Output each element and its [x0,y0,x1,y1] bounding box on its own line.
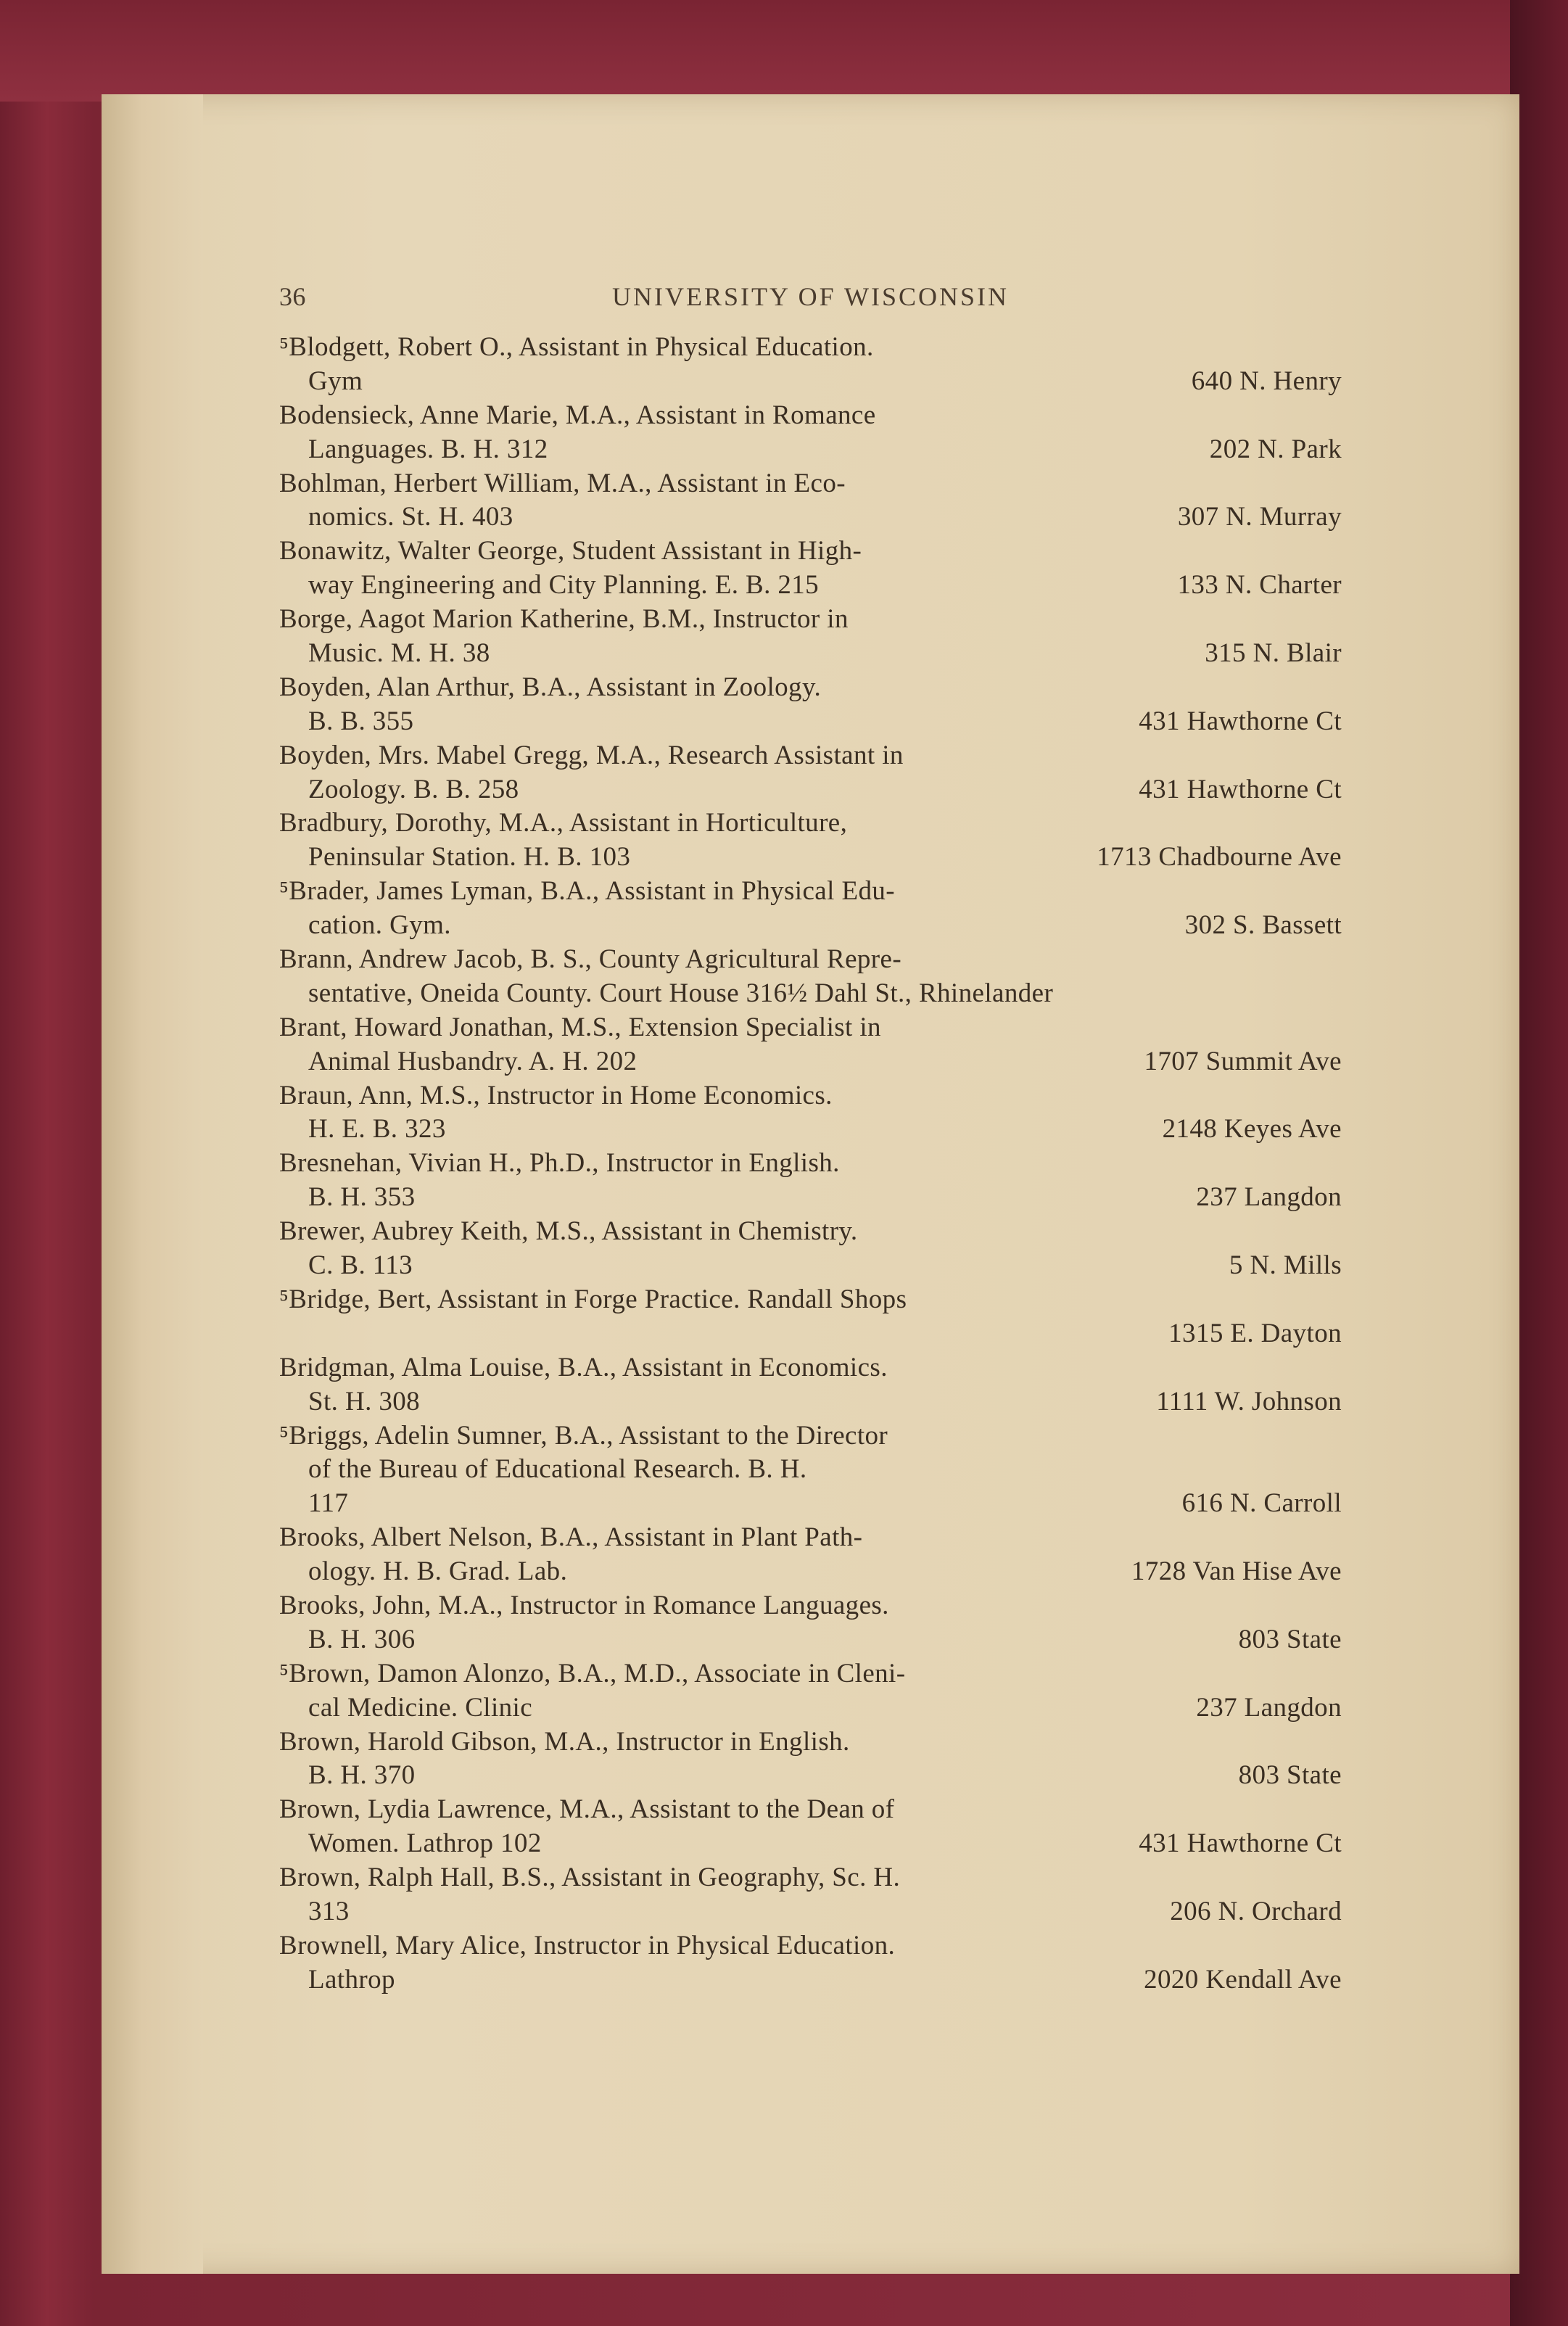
directory-entries [279,331,1342,1997]
entry-address: 431 Hawthorne Ct [1139,1828,1342,1859]
directory-entry [279,1725,1342,1794]
entry-text: C. B. 113 [308,1250,413,1281]
entry-text: Bodensieck, Anne Marie, M.A., Assistant in Romance [279,400,876,430]
entry-name-line [279,399,1342,433]
running-head: UNIVERSITY OF WISCONSIN [611,282,1010,311]
entry-text: way Engineering and City Planning. E. B. 215 [308,570,820,601]
entry-detail-line [279,433,1342,467]
directory-entry [279,1079,1342,1147]
entry-address: 431 Hawthorne Ct [1139,706,1342,736]
entry-name-line [279,1215,1342,1249]
page-gutter [102,94,203,2274]
entry-address: 640 N. Henry [1191,366,1342,396]
entry-detail-line [279,1249,1342,1283]
directory-entry [279,1419,1342,1522]
entry-name-line [279,1589,1342,1623]
entry-text: ⁵Bridge, Bert, Assistant in Forge Practice. Randall Shops [279,1284,907,1314]
directory-entry [279,331,1342,399]
directory-entry [279,467,1342,535]
directory-entry [279,1793,1342,1861]
entry-text: Brownell, Mary Alice, Instructor in Physical Education. [279,1930,896,1960]
entry-name-line [279,331,1342,365]
entry-address: 431 Hawthorne Ct [1139,774,1342,804]
entry-text: cal Medicine. Clinic [308,1692,533,1723]
entry-detail-line [279,705,1342,739]
entry-address: 1315 E. Dayton [1168,1318,1342,1348]
directory-entry [279,1351,1342,1419]
entry-text: Lathrop [308,1964,395,1995]
entry-detail-line [279,773,1342,807]
entry-detail-line [279,841,1342,875]
entry-name-line [279,807,1342,841]
entry-detail-line [279,909,1342,943]
entry-text: Brant, Howard Jonathan, M.S., Extension Specialist in [279,1012,881,1042]
directory-entry [279,603,1342,671]
entry-detail-line [279,1453,1342,1487]
entry-text: Bohlman, Herbert William, M.A., Assistant in Eco- [279,468,846,498]
entry-text: H. E. B. 323 [308,1114,446,1145]
entry-text: Languages. B. H. 312 [308,434,548,464]
entry-text: Peninsular Station. H. B. 103 [308,842,631,873]
directory-entry [279,1147,1342,1215]
entry-name-line [279,1861,1342,1895]
entry-address: 616 N. Carroll [1181,1488,1342,1519]
entry-detail-line [279,977,1342,1011]
entry-name-line [279,1521,1342,1555]
entry-text: ⁵Brader, James Lyman, B.A., Assistant in Physical Edu- [279,876,895,907]
entry-detail-line [279,1487,1342,1521]
entry-text: ⁵Brown, Damon Alonzo, B.A., M.D., Associate in Cleni- [279,1658,906,1688]
entry-name-line [279,603,1342,637]
entry-name-line [279,1079,1342,1113]
entry-text: nomics. St. H. 403 [308,502,513,532]
entry-address: 315 N. Blair [1205,638,1342,669]
entry-name-line [279,1351,1342,1385]
entry-text: St. H. 308 [308,1386,421,1416]
entry-name-line [279,467,1342,501]
entry-text: Bresnehan, Vivian H., Ph.D., Instructor in English. [279,1148,840,1179]
entry-name-line [279,671,1342,705]
entry-text: cation. Gym. [308,910,451,941]
entry-address: 206 N. Orchard [1170,1896,1342,1926]
entry-text: Borge, Aagot Marion Katherine, B.M., Instructor in [279,604,849,635]
directory-entry [279,1657,1342,1725]
entry-name-line [279,1283,1342,1317]
directory-entry [279,1011,1342,1079]
entry-text: 313 [308,1896,350,1926]
entry-text: Bonawitz, Walter George, Student Assistant in High- [279,536,862,566]
entry-address: 803 State [1238,1760,1342,1791]
entry-text: ology. H. B. Grad. Lab. [308,1556,568,1587]
entry-detail-line [279,1759,1342,1793]
entry-text: Brann, Andrew Jacob, B. S., County Agricultural Repre- [279,944,902,975]
entry-text: Brewer, Aubrey Keith, M.S., Assistant in Chemistry. [279,1216,858,1247]
entry-text: Animal Husbandry. A. H. 202 [308,1046,637,1076]
entry-detail-line [279,1045,1342,1079]
entry-address: 1728 Van Hise Ave [1131,1556,1342,1587]
directory-entry [279,671,1342,739]
page-text [279,281,1342,1997]
entry-text: Women. Lathrop 102 [308,1828,542,1859]
entry-address: 202 N. Park [1209,434,1342,464]
entry-detail-line [279,1691,1342,1725]
entry-text: B. B. 355 [308,706,414,736]
entry-text: Brooks, Albert Nelson, B.A., Assistant in Plant Path- [279,1522,863,1553]
entry-detail-line [279,365,1342,399]
directory-entry [279,1215,1342,1283]
entry-address: 1111 W. Johnson [1156,1386,1342,1416]
entry-detail-line [279,1555,1342,1589]
entry-text: Boyden, Alan Arthur, B.A., Assistant in Zoology. [279,672,822,702]
entry-text: Zoology. B. B. 258 [308,774,519,804]
entry-name-line [279,943,1342,977]
page-header [279,281,1342,325]
entry-detail-line [279,1181,1342,1215]
book-cover-top-edge [0,0,1568,102]
entry-address: 237 Langdon [1196,1692,1342,1723]
entry-name-line [279,1657,1342,1691]
entry-text: B. H. 306 [308,1624,416,1654]
entry-text: Brown, Ralph Hall, B.S., Assistant in Geography, Sc. H. [279,1863,901,1893]
entry-address: 5 N. Mills [1229,1250,1342,1281]
entry-address: 237 Langdon [1196,1182,1342,1213]
entry-text: Braun, Ann, M.S., Instructor in Home Economics. [279,1080,833,1110]
directory-entry [279,1589,1342,1657]
directory-entry [279,1861,1342,1929]
entry-name-line [279,1725,1342,1760]
entry-detail-line [279,1963,1342,1997]
directory-entry [279,1929,1342,1997]
entry-address: 1713 Chadbourne Ave [1097,842,1342,873]
directory-entry [279,943,1342,1011]
entry-name-line [279,1793,1342,1827]
entry-address: 133 N. Charter [1177,570,1342,601]
directory-entry [279,535,1342,603]
page-number: 36 [279,282,306,311]
entry-address: 2148 Keyes Ave [1162,1114,1342,1145]
directory-entry [279,399,1342,467]
entry-detail-line [279,500,1342,535]
entry-name-line [279,739,1342,773]
entry-name-line [279,535,1342,569]
entry-detail-line [279,1895,1342,1929]
entry-text: ⁵Briggs, Adelin Sumner, B.A., Assistant to the Director [279,1420,888,1451]
entry-detail-line [279,569,1342,603]
entry-text: B. H. 370 [308,1760,416,1791]
directory-entry [279,807,1342,875]
entry-text: Bridgman, Alma Louise, B.A., Assistant in Economics. [279,1352,888,1382]
entry-address: 302 S. Bassett [1184,910,1342,941]
entry-name-line [279,1929,1342,1963]
entry-address: 1707 Summit Ave [1144,1046,1342,1076]
entry-text: Brooks, John, M.A., Instructor in Romance Languages. [279,1590,889,1620]
entry-text: Brown, Harold Gibson, M.A., Instructor in English. [279,1726,850,1757]
entry-detail-line [279,1317,1342,1351]
entry-name-line [279,875,1342,909]
entry-text: ⁵Blodgett, Robert O., Assistant in Physical Education. [279,332,874,362]
entry-address: 2020 Kendall Ave [1144,1964,1342,1995]
entry-name-line [279,1011,1342,1045]
entry-name-line [279,1419,1342,1453]
entry-text: of the Bureau of Educational Research. B. H. [308,1454,807,1485]
entry-detail-line [279,1113,1342,1147]
entry-text: Boyden, Mrs. Mabel Gregg, M.A., Research Assistant in [279,740,904,770]
entry-address: 307 N. Murray [1177,502,1342,532]
entry-text: Music. M. H. 38 [308,638,490,669]
directory-entry [279,1521,1342,1589]
entry-detail-line [279,637,1342,671]
entry-text: Gym [308,366,363,396]
entry-text: Bradbury, Dorothy, M.A., Assistant in Horticulture, [279,808,848,838]
entry-text: Brown, Lydia Lawrence, M.A., Assistant to the Dean of [279,1794,895,1825]
entry-address: 803 State [1238,1624,1342,1654]
entry-name-line [279,1147,1342,1181]
entry-text: 117 [308,1488,349,1519]
directory-entry [279,739,1342,807]
entry-detail-line [279,1827,1342,1861]
directory-entry [279,1283,1342,1351]
entry-text: B. H. 353 [308,1182,416,1213]
directory-entry [279,875,1342,943]
entry-text: sentative, Oneida County. Court House 316½ Dahl St., Rhinelander [308,978,1054,1008]
entry-detail-line [279,1385,1342,1419]
entry-detail-line [279,1623,1342,1657]
